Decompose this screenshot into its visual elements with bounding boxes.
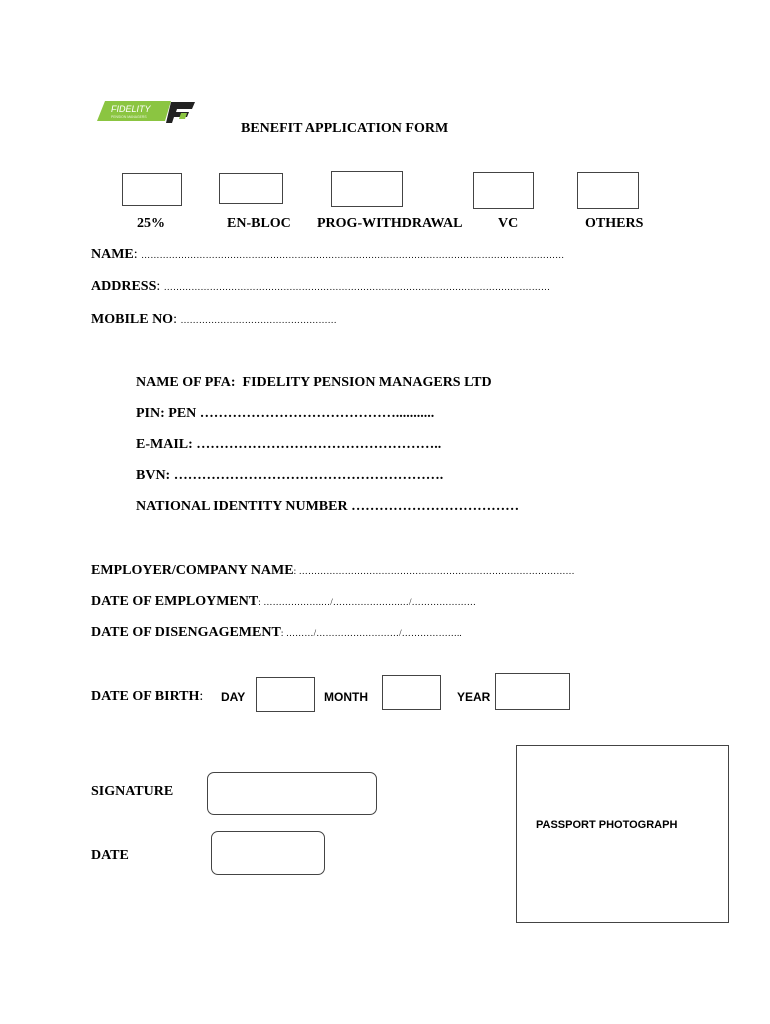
name-separator: : xyxy=(133,247,138,262)
option-others-label: OTHERS xyxy=(585,216,644,231)
date-of-disengagement-field[interactable] xyxy=(91,625,462,641)
option-prog-withdrawal-checkbox[interactable] xyxy=(331,171,403,207)
mobile-field[interactable] xyxy=(91,312,337,328)
date-label: DATE xyxy=(91,848,129,863)
name-label: NAME xyxy=(91,247,134,262)
address-dots: ……………………………………………………………………………………………………………… xyxy=(163,282,551,292)
email-field[interactable] xyxy=(136,437,441,453)
date-of-employment-label: DATE OF EMPLOYMENT xyxy=(91,594,259,609)
nin-label: NATIONAL IDENTITY NUMBER xyxy=(136,499,348,514)
bvn-dots: …………………………………………………. xyxy=(173,468,444,483)
email-dots: …………………………………………….. xyxy=(196,437,442,452)
pfa-name-value: FIDELITY PENSION MANAGERS LTD xyxy=(242,375,492,390)
pin-label: PIN: PEN xyxy=(136,406,197,421)
svg-text:PENSION MANAGERS: PENSION MANAGERS xyxy=(111,115,147,119)
dob-year-box[interactable] xyxy=(495,673,570,710)
option-25-percent-checkbox[interactable] xyxy=(122,173,182,206)
pfa-name-line xyxy=(136,375,492,391)
employer-label: EMPLOYER/COMPANY NAME xyxy=(91,563,294,578)
passport-photo-box[interactable] xyxy=(516,745,729,923)
fidelity-logo xyxy=(97,101,197,123)
dob-label-line xyxy=(91,689,203,705)
option-en-bloc-label: EN-BLOC xyxy=(227,216,291,231)
dob-separator: : xyxy=(199,689,204,704)
name-dots: ………………………………………………………………………………………………………………………… xyxy=(141,250,565,260)
option-25-percent-label: 25% xyxy=(137,216,165,231)
svg-text:FIDELITY: FIDELITY xyxy=(111,104,151,114)
bvn-label: BVN: xyxy=(136,468,171,483)
signature-label: SIGNATURE xyxy=(91,784,174,799)
signature-box[interactable] xyxy=(207,772,377,815)
employer-dots: : ……………………………………………………………………………… xyxy=(293,566,575,576)
option-others-checkbox[interactable] xyxy=(577,172,639,209)
date-of-disengagement-label: DATE OF DISENGAGEMENT xyxy=(91,625,281,640)
date-box[interactable] xyxy=(211,831,325,875)
date-of-disengagement-dots: : ………/………………………/……………….. xyxy=(280,628,462,638)
address-label: ADDRESS xyxy=(91,279,157,294)
dob-month-label: MONTH xyxy=(324,690,368,704)
nin-dots: ……………………………… xyxy=(351,499,520,514)
email-label: E-MAIL: xyxy=(136,437,193,452)
pin-dots: ……………………………………........... xyxy=(199,406,435,421)
option-vc-label: VC xyxy=(498,216,519,231)
nin-field[interactable] xyxy=(136,499,519,515)
passport-photo-label: PASSPORT PHOTOGRAPH xyxy=(536,819,678,831)
mobile-label: MOBILE NO xyxy=(91,312,174,327)
fidelity-logo-icon xyxy=(97,101,197,123)
name-field[interactable] xyxy=(91,247,564,263)
dob-month-box[interactable] xyxy=(382,675,441,710)
pin-field[interactable] xyxy=(136,406,434,422)
form-title: BENEFIT APPLICATION FORM xyxy=(241,121,449,136)
employer-field[interactable] xyxy=(91,563,575,579)
address-separator: : xyxy=(156,279,161,294)
option-en-bloc-checkbox[interactable] xyxy=(219,173,283,204)
dob-label: DATE OF BIRTH xyxy=(91,689,200,704)
mobile-separator: : xyxy=(173,312,177,327)
address-field[interactable] xyxy=(91,279,550,295)
date-of-employment-field[interactable] xyxy=(91,594,476,610)
option-vc-checkbox[interactable] xyxy=(473,172,534,209)
pfa-name-label: NAME OF PFA: xyxy=(136,375,236,390)
dob-year-label: YEAR xyxy=(457,690,491,704)
dob-day-box[interactable] xyxy=(256,677,315,712)
option-prog-withdrawal-label: PROG-WITHDRAWAL xyxy=(317,216,463,231)
date-of-employment-dots: : ……………….…/………………….…/………………… xyxy=(258,597,477,607)
mobile-dots: …………………………………………… xyxy=(180,315,337,325)
bvn-field[interactable] xyxy=(136,468,443,484)
dob-day-label: DAY xyxy=(221,690,246,704)
